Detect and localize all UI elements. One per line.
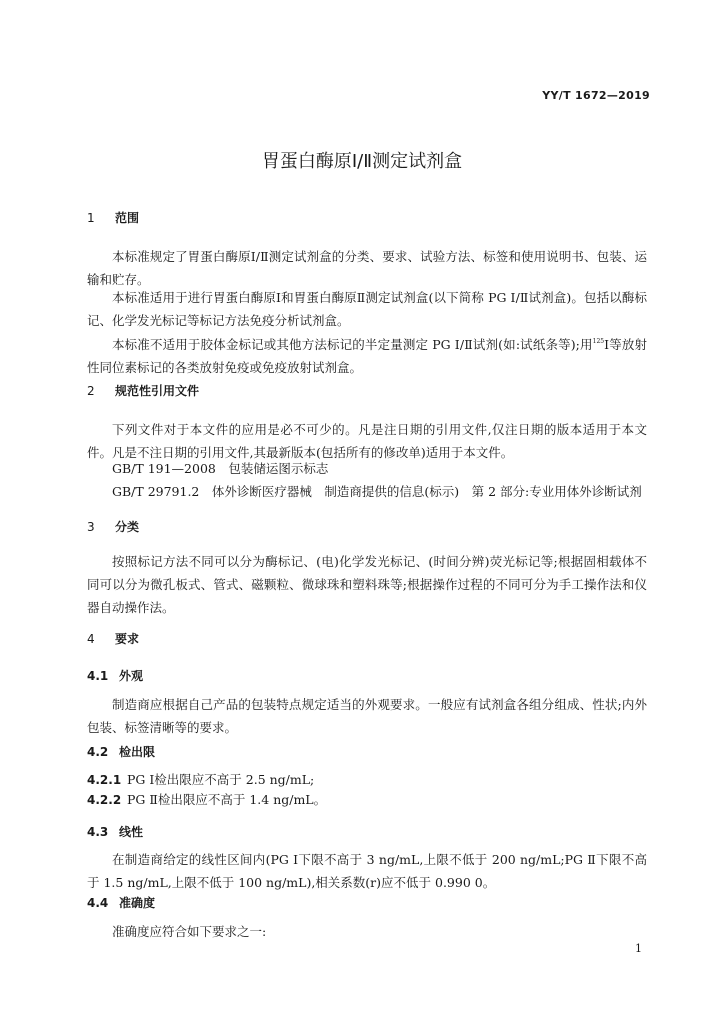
- item-text: PG Ⅱ检出限应不高于 1.4 ng/mL。: [127, 792, 327, 807]
- isotope-superscript: 125: [592, 338, 605, 345]
- section-number: 4.2: [87, 745, 109, 759]
- section-title: 线性: [119, 825, 144, 839]
- section-1-paragraph-1: 本标准规定了胃蛋白酶原Ⅰ/Ⅱ测定试剂盒的分类、要求、试验方法、标签和使用说明书、包装、运输和贮存。: [87, 249, 647, 287]
- reference-gb-t-29791-2: GB/T 29791.2 体外诊断医疗器械 制造商提供的信息(标示) 第 2 部分:专业用体外诊断试剂: [112, 484, 642, 499]
- item-4-2-1: [87, 770, 314, 788]
- section-4-2-heading: [87, 743, 155, 760]
- item-text: PG Ⅰ检出限应不高于 2.5 ng/mL;: [127, 772, 315, 787]
- section-number: 4.1: [87, 669, 109, 683]
- section-4-4-paragraph: 准确度应符合如下要求之一:: [112, 924, 267, 939]
- section-1-paragraph-2: 本标准适用于进行胃蛋白酶原Ⅰ和胃蛋白酶原Ⅱ测定试剂盒(以下简称 PG Ⅰ/Ⅱ试剂盒)。包括以酶标记、化学发光标记等标记方法免疫分析试剂盒。: [87, 290, 647, 328]
- section-title: 准确度: [119, 896, 156, 910]
- document-title: 胃蛋白酶原Ⅰ/Ⅱ测定试剂盒: [261, 151, 463, 172]
- section-4-3-heading: [87, 823, 143, 840]
- section-1-heading: [87, 209, 139, 226]
- section-2-heading: [87, 382, 199, 399]
- section-title: 规范性引用文件: [115, 384, 200, 398]
- section-number: 1: [87, 211, 95, 225]
- section-title: 范围: [115, 211, 140, 225]
- item-4-2-2: [87, 790, 326, 808]
- section-1-paragraph-3: [87, 330, 647, 379]
- section-number: 2: [87, 384, 95, 398]
- section-number: 4.3: [87, 825, 109, 839]
- section-title: 要求: [115, 632, 140, 646]
- section-4-heading: [87, 630, 139, 647]
- paragraph-text: 本标准不适用于胶体金标记或其他方法标记的半定量测定 PG Ⅰ/Ⅱ试剂(如:试纸条等);用: [112, 337, 593, 352]
- section-title: 外观: [119, 669, 144, 683]
- section-number: 3: [87, 520, 95, 534]
- item-number: 4.2.2: [87, 793, 122, 807]
- standard-number: YY/T 1672—2019: [542, 89, 650, 102]
- page-number: 1: [635, 942, 642, 955]
- section-number: 4: [87, 632, 95, 646]
- section-3-heading: [87, 518, 139, 535]
- section-title: 检出限: [119, 745, 156, 759]
- paragraph-text: I等放射性同位素标记的各类放射免疫或免疫放射试剂盒。: [87, 337, 647, 375]
- section-4-4-heading: [87, 894, 155, 911]
- section-2-paragraph-1: 下列文件对于本文件的应用是必不可少的。凡是注日期的引用文件,仅注日期的版本适用于本文件。凡是不注日期的引用文件,其最新版本(包括所有的修改单)适用于本文件。: [87, 422, 647, 460]
- item-number: 4.2.1: [87, 773, 122, 787]
- section-4-1-paragraph: 制造商应根据自己产品的包装特点规定适当的外观要求。一般应有试剂盒各组分组成、性状;内外包装、标签清晰等的要求。: [87, 697, 647, 735]
- section-4-3-paragraph: 在制造商给定的线性区间内(PG Ⅰ下限不高于 3 ng/mL,上限不低于 200 ng/mL;PG Ⅱ下限不高于 1.5 ng/mL,上限不低于 100 ng/mL),相关系数(r)应不低于 0.990 0。: [87, 852, 647, 890]
- section-3-paragraph-1: 按照标记方法不同可以分为酶标记、(电)化学发光标记、(时间分辨)荧光标记等;根据固相载体不同可以分为微孔板式、管式、磁颗粒、微球珠和塑料珠等;根据操作过程的不同可分为手工操作法和仪器自动操作法。: [87, 554, 647, 615]
- section-4-1-heading: [87, 667, 143, 684]
- section-number: 4.4: [87, 896, 109, 910]
- reference-gb-t-191: GB/T 191—2008 包装储运图示标志: [112, 461, 329, 476]
- section-title: 分类: [115, 520, 140, 534]
